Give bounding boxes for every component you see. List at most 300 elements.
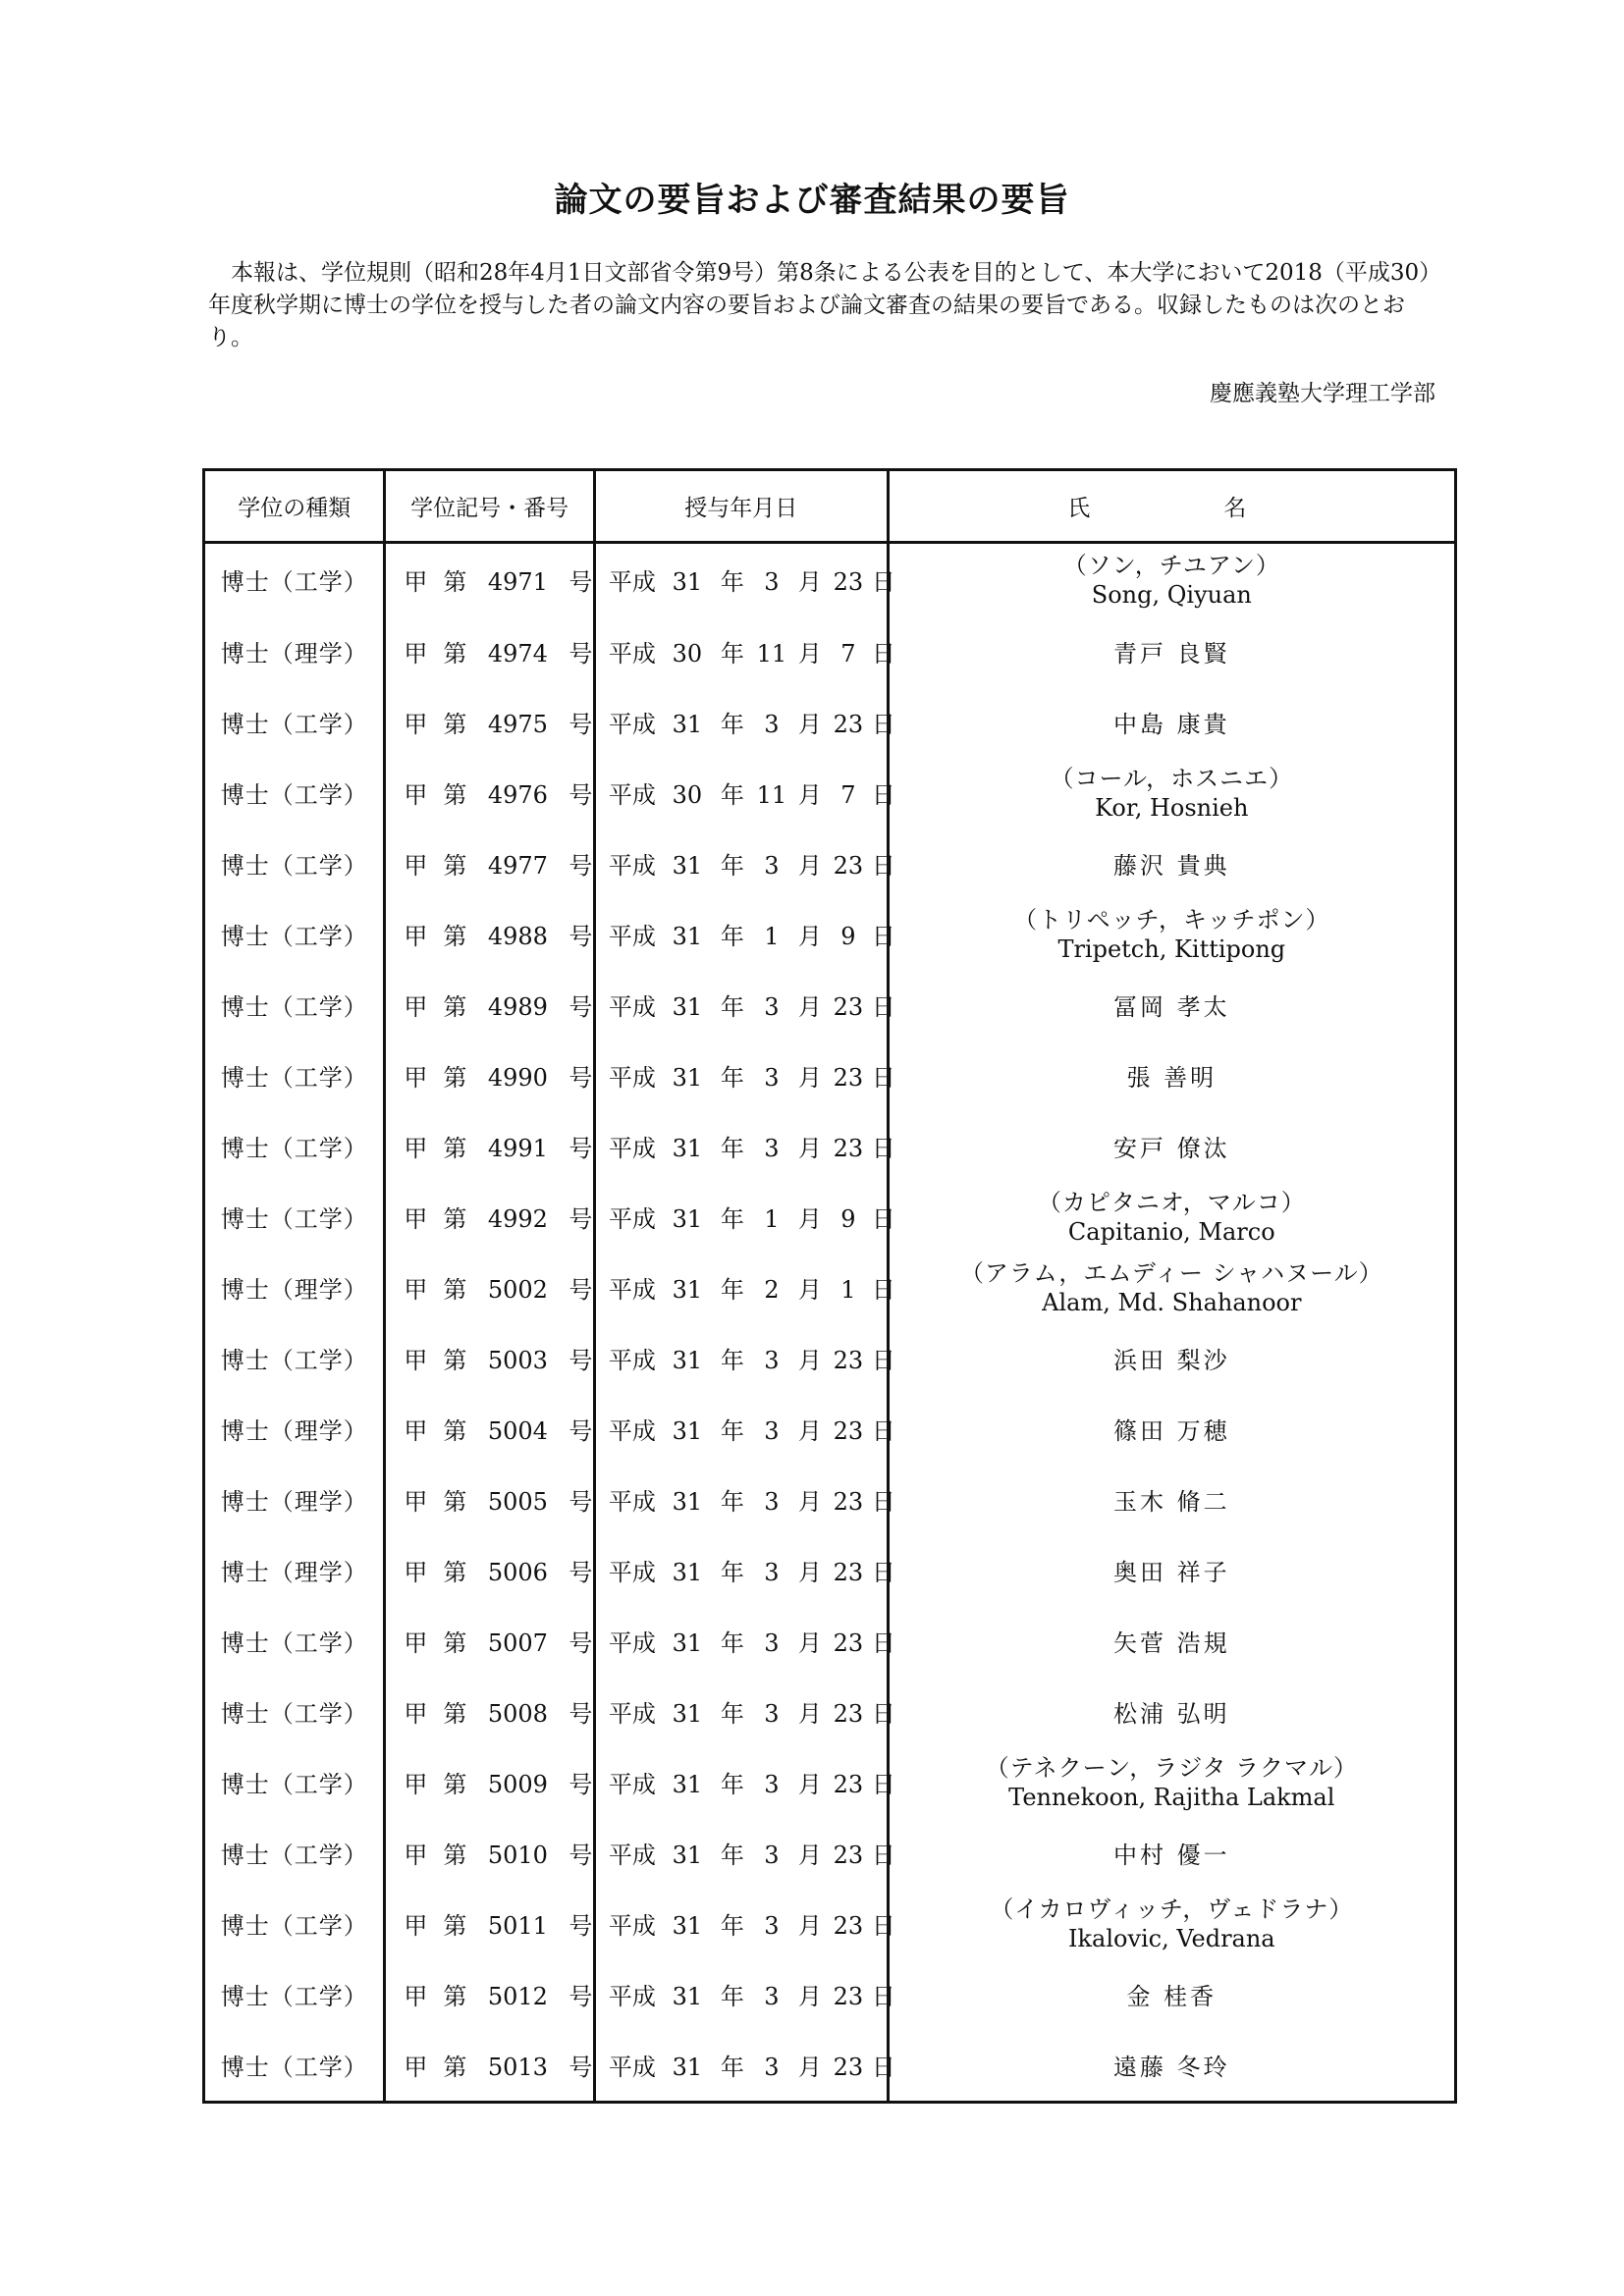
number-prefix-dai: 第 [443, 1983, 467, 2010]
date-month: 3 [764, 1983, 780, 2010]
date-era: 平成 [608, 852, 656, 880]
degree-type-cell: 博士（工学） [220, 1842, 368, 1869]
degree-number: 5003 [487, 1347, 548, 1374]
number-prefix-dai: 第 [443, 1276, 467, 1304]
number-prefix-ko: 甲 [404, 711, 428, 738]
intro-paragraph: 本報は、学位規則（昭和28年4月1日文部省令第9号）第8条による公表を目的として、本大学において2018（平成30）年度秋学期に博士の学位を授与した者の論文内容の要旨および論文審査の結果の要旨である。収録したものは次のとおり。 [208, 260, 1431, 350]
number-prefix-dai: 第 [443, 640, 467, 667]
name-kana: （テネクーン，ラジタ ラクマル） [985, 1753, 1358, 1782]
date-era: 平成 [608, 1842, 656, 1869]
award-date-cell [594, 1535, 895, 1606]
number-suffix-go: 号 [568, 852, 593, 880]
degree-number-cell [385, 616, 595, 687]
date-year: 31 [672, 1983, 703, 2010]
date-year-label: 年 [720, 781, 744, 809]
number-prefix-ko: 甲 [404, 1205, 428, 1233]
number-suffix-go: 号 [568, 2054, 593, 2081]
date-day-label: 日 [871, 1771, 895, 1798]
degree-number: 5005 [487, 1488, 548, 1516]
date-day: 9 [840, 923, 856, 950]
date-year-label: 年 [720, 2054, 744, 2081]
date-month-label: 月 [797, 923, 822, 950]
date-month-label: 月 [797, 1559, 822, 1586]
date-year: 31 [672, 711, 703, 738]
date-month-label: 月 [797, 1842, 822, 1869]
date-day: 23 [833, 1559, 864, 1586]
degree-number: 4990 [487, 1064, 548, 1092]
date-year-label: 年 [720, 993, 744, 1021]
number-prefix-dai: 第 [443, 1135, 467, 1162]
degree-table [202, 468, 1457, 2104]
degree-number-cell [385, 1677, 595, 1747]
name-roman: Capitanio, Marco [1067, 1217, 1275, 1246]
date-day-label: 日 [871, 781, 895, 809]
table-row [204, 2030, 1456, 2103]
name-kanji: 奥田 祥子 [1112, 1559, 1230, 1586]
number-prefix-ko: 甲 [404, 1912, 428, 1940]
number-suffix-go: 号 [568, 1559, 593, 1586]
date-era: 平成 [608, 2054, 656, 2081]
name-kanji: 中島 康貴 [1112, 711, 1230, 738]
date-era: 平成 [608, 1135, 656, 1162]
date-year: 31 [672, 1488, 703, 1516]
date-month-label: 月 [797, 1417, 822, 1445]
date-year-label: 年 [720, 1559, 744, 1586]
date-month-label: 月 [797, 781, 822, 809]
degree-number-cell [385, 970, 595, 1041]
award-date-cell [594, 1182, 895, 1253]
degree-number-cell [385, 1253, 595, 1323]
number-prefix-ko: 甲 [404, 1629, 428, 1657]
date-year-label: 年 [720, 1983, 744, 2010]
date-era: 平成 [608, 1771, 656, 1798]
date-era: 平成 [608, 1417, 656, 1445]
number-prefix-dai: 第 [443, 711, 467, 738]
degree-type-cell: 博士（工学） [220, 1205, 368, 1233]
award-date-cell [594, 543, 895, 616]
date-month: 2 [764, 1276, 780, 1304]
name-cell [888, 1323, 1455, 1394]
degree-number: 4988 [487, 923, 548, 950]
date-month-label: 月 [797, 1700, 822, 1728]
table-row [204, 1959, 1456, 2030]
number-suffix-go: 号 [568, 1064, 593, 1092]
number-prefix-dai: 第 [443, 2054, 467, 2081]
name-cell [888, 970, 1455, 1041]
header-degree-type: 学位の種類 [204, 470, 385, 543]
degree-number-cell [385, 1041, 595, 1111]
name-kana: （カピタニオ，マルコ） [1037, 1188, 1306, 1216]
name-kanji: 青戸 良賢 [1112, 640, 1230, 667]
number-prefix-dai: 第 [443, 1205, 467, 1233]
degree-number-cell [385, 1394, 595, 1465]
award-date-cell [594, 899, 895, 970]
table-row [204, 1111, 1456, 1182]
number-prefix-ko: 甲 [404, 923, 428, 950]
date-era: 平成 [608, 1347, 656, 1374]
page-title: 論文の要旨および審査結果の要旨 [554, 181, 1070, 220]
header-degree-number: 学位記号・番号 [385, 470, 595, 543]
name-kanji: 篠田 万穂 [1112, 1417, 1230, 1445]
number-suffix-go: 号 [568, 1771, 593, 1798]
degree-type-cell: 博士（工学） [220, 781, 368, 809]
award-date-cell [594, 687, 895, 758]
date-month: 3 [764, 852, 780, 880]
date-day: 23 [833, 2054, 864, 2081]
date-year-label: 年 [720, 1205, 744, 1233]
number-prefix-ko: 甲 [404, 1135, 428, 1162]
number-suffix-go: 号 [568, 1488, 593, 1516]
date-month-label: 月 [797, 1205, 822, 1233]
degree-type-cell: 博士（工学） [220, 1983, 368, 2010]
name-kanji: 冨岡 孝太 [1112, 993, 1230, 1021]
number-prefix-dai: 第 [443, 1488, 467, 1516]
date-day-label: 日 [871, 923, 895, 950]
date-month: 11 [756, 781, 787, 809]
table-row [204, 899, 1456, 970]
date-day-label: 日 [871, 1700, 895, 1728]
degree-number: 4975 [487, 711, 548, 738]
degree-number-cell [385, 1535, 595, 1606]
date-day-label: 日 [871, 1276, 895, 1304]
degree-number-cell [385, 758, 595, 828]
date-era: 平成 [608, 1629, 656, 1657]
degree-number-cell [385, 1747, 595, 1818]
date-year: 31 [672, 1629, 703, 1657]
date-year: 31 [672, 1559, 703, 1586]
number-prefix-ko: 甲 [404, 1064, 428, 1092]
number-prefix-dai: 第 [443, 1064, 467, 1092]
number-prefix-ko: 甲 [404, 1417, 428, 1445]
name-kanji: 藤沢 貴典 [1112, 852, 1230, 880]
number-prefix-ko: 甲 [404, 781, 428, 809]
date-month: 3 [764, 1700, 780, 1728]
date-era: 平成 [608, 1559, 656, 1586]
degree-type-cell: 博士（工学） [220, 1347, 368, 1374]
date-year-label: 年 [720, 640, 744, 667]
number-prefix-ko: 甲 [404, 1983, 428, 2010]
date-year-label: 年 [720, 1135, 744, 1162]
number-suffix-go: 号 [568, 993, 593, 1021]
date-year: 30 [672, 640, 703, 667]
award-date-cell [594, 1394, 895, 1465]
date-month: 3 [764, 568, 780, 597]
date-year: 30 [672, 781, 703, 809]
table-header-row [204, 470, 1456, 543]
date-day: 23 [833, 1629, 864, 1657]
date-year-label: 年 [720, 852, 744, 880]
degree-type-cell: 博士（工学） [220, 1064, 368, 1092]
number-prefix-dai: 第 [443, 568, 467, 597]
date-month-label: 月 [797, 1276, 822, 1304]
degree-number-cell [385, 543, 595, 616]
date-year-label: 年 [720, 1842, 744, 1869]
name-cell [888, 687, 1455, 758]
degree-number-cell [385, 1465, 595, 1535]
degree-type-cell: 博士（工学） [220, 993, 368, 1021]
number-prefix-ko: 甲 [404, 1700, 428, 1728]
date-era: 平成 [608, 568, 656, 597]
date-era: 平成 [608, 640, 656, 667]
degree-number-cell [385, 899, 595, 970]
date-day-label: 日 [871, 852, 895, 880]
date-year: 31 [672, 1771, 703, 1798]
date-year: 31 [672, 1135, 703, 1162]
table-row [204, 687, 1456, 758]
degree-number: 5012 [487, 1983, 548, 2010]
date-day-label: 日 [871, 2054, 895, 2081]
publisher-name: 慶應義塾大学理工学部 [1210, 381, 1435, 406]
date-month: 3 [764, 1842, 780, 1869]
award-date-cell [594, 1111, 895, 1182]
name-kanji: 浜田 梨沙 [1112, 1347, 1230, 1374]
number-prefix-ko: 甲 [404, 1276, 428, 1304]
name-kanji: 矢菅 浩規 [1112, 1629, 1230, 1657]
date-month-label: 月 [797, 1771, 822, 1798]
date-month-label: 月 [797, 2054, 822, 2081]
date-era: 平成 [608, 1983, 656, 2010]
number-suffix-go: 号 [568, 1276, 593, 1304]
date-year-label: 年 [720, 923, 744, 950]
degree-number: 4971 [487, 568, 548, 597]
degree-number-cell [385, 1111, 595, 1182]
date-month: 11 [756, 640, 787, 667]
date-month: 3 [764, 1347, 780, 1374]
number-prefix-dai: 第 [443, 1629, 467, 1657]
number-suffix-go: 号 [568, 923, 593, 950]
degree-number: 5009 [487, 1771, 548, 1798]
date-day-label: 日 [871, 1983, 895, 2010]
date-year-label: 年 [720, 1417, 744, 1445]
number-prefix-dai: 第 [443, 1417, 467, 1445]
date-year-label: 年 [720, 1771, 744, 1798]
date-year: 31 [672, 993, 703, 1021]
name-kanji: 張 善明 [1126, 1064, 1218, 1092]
degree-type-cell: 博士（工学） [220, 1912, 368, 1940]
name-cell [888, 1818, 1455, 1889]
date-era: 平成 [608, 1276, 656, 1304]
date-month: 3 [764, 1771, 780, 1798]
degree-number: 5008 [487, 1700, 548, 1728]
table-row [204, 1323, 1456, 1394]
date-month-label: 月 [797, 1912, 822, 1940]
date-month: 3 [764, 1559, 780, 1586]
number-suffix-go: 号 [568, 781, 593, 809]
date-year: 31 [672, 1276, 703, 1304]
number-prefix-dai: 第 [443, 923, 467, 950]
date-month-label: 月 [797, 1064, 822, 1092]
degree-number: 5011 [487, 1912, 548, 1940]
date-day-label: 日 [871, 1559, 895, 1586]
name-kanji: 玉木 脩二 [1112, 1488, 1230, 1516]
date-month-label: 月 [797, 711, 822, 738]
name-kana: （イカロヴィッチ，ヴェドラナ） [990, 1895, 1354, 1923]
date-day-label: 日 [871, 1347, 895, 1374]
degree-number: 5002 [487, 1276, 548, 1304]
number-prefix-ko: 甲 [404, 2054, 428, 2081]
degree-number: 5007 [487, 1629, 548, 1657]
degree-number: 5006 [487, 1559, 548, 1586]
name-cell [888, 1253, 1455, 1323]
date-month: 3 [764, 993, 780, 1021]
degree-number: 5013 [487, 2054, 548, 2081]
date-year: 31 [672, 568, 703, 597]
number-prefix-dai: 第 [443, 1771, 467, 1798]
award-date-cell [594, 1253, 895, 1323]
date-month: 3 [764, 711, 780, 738]
number-prefix-dai: 第 [443, 993, 467, 1021]
date-day-label: 日 [871, 993, 895, 1021]
date-month: 3 [764, 2054, 780, 2081]
date-day: 23 [833, 1064, 864, 1092]
degree-number: 4976 [487, 781, 548, 809]
table-row [204, 1182, 1456, 1253]
degree-type-cell: 博士（工学） [220, 1771, 368, 1798]
date-month-label: 月 [797, 1135, 822, 1162]
number-prefix-ko: 甲 [404, 1347, 428, 1374]
name-kanji: 金 桂香 [1126, 1983, 1218, 2010]
degree-type-cell: 博士（理学） [220, 1276, 368, 1304]
degree-number-cell [385, 1818, 595, 1889]
name-cell [888, 1959, 1455, 2030]
degree-type-cell: 博士（工学） [220, 2054, 368, 2081]
name-kana: （トリペッチ，キッチポン） [1013, 905, 1330, 934]
date-month-label: 月 [797, 1488, 822, 1516]
date-month: 1 [764, 923, 780, 950]
number-suffix-go: 号 [568, 1347, 593, 1374]
name-cell [888, 2030, 1455, 2103]
date-month-label: 月 [797, 1347, 822, 1374]
date-year-label: 年 [720, 568, 744, 597]
date-month-label: 月 [797, 1629, 822, 1657]
header-name: 氏 名 [888, 470, 1455, 543]
date-month-label: 月 [797, 568, 822, 597]
table-row [204, 1465, 1456, 1535]
date-day-label: 日 [871, 1629, 895, 1657]
degree-number: 4991 [487, 1135, 548, 1162]
name-kanji: 安戸 僚汰 [1112, 1135, 1230, 1162]
date-day: 23 [833, 568, 864, 597]
award-date-cell [594, 1818, 895, 1889]
date-era: 平成 [608, 923, 656, 950]
number-suffix-go: 号 [568, 1842, 593, 1869]
award-date-cell [594, 1889, 895, 1959]
name-roman: Kor, Hosnieh [1095, 793, 1249, 822]
date-month-label: 月 [797, 1983, 822, 2010]
degree-number-cell [385, 1182, 595, 1253]
degree-number-cell [385, 828, 595, 899]
name-cell [888, 1606, 1455, 1677]
name-cell [888, 1394, 1455, 1465]
degree-number-cell [385, 1889, 595, 1959]
award-date-cell [594, 1323, 895, 1394]
table-row [204, 1041, 1456, 1111]
number-suffix-go: 号 [568, 711, 593, 738]
degree-type-cell: 博士（理学） [220, 1417, 368, 1445]
date-year: 31 [672, 2054, 703, 2081]
degree-number: 4977 [487, 852, 548, 880]
award-date-cell [594, 758, 895, 828]
number-prefix-dai: 第 [443, 1559, 467, 1586]
number-prefix-ko: 甲 [404, 1842, 428, 1869]
table-row [204, 1394, 1456, 1465]
date-year-label: 年 [720, 1912, 744, 1940]
degree-number: 4992 [487, 1205, 548, 1233]
date-month: 3 [764, 1064, 780, 1092]
date-year: 31 [672, 1347, 703, 1374]
date-year: 31 [672, 852, 703, 880]
date-day-label: 日 [871, 1205, 895, 1233]
date-day: 1 [840, 1276, 856, 1304]
date-day: 23 [833, 1135, 864, 1162]
table-row [204, 1606, 1456, 1677]
date-day: 7 [840, 781, 856, 809]
award-date-cell [594, 1465, 895, 1535]
degree-type-cell: 博士（理学） [220, 640, 368, 667]
name-roman: Alam, Md. Shahanoor [1042, 1288, 1302, 1316]
number-suffix-go: 号 [568, 1700, 593, 1728]
award-date-cell [594, 2030, 895, 2103]
date-day: 23 [833, 1347, 864, 1374]
degree-number-cell [385, 1606, 595, 1677]
degree-number: 4974 [487, 640, 548, 667]
header-award-date: 授与年月日 [594, 470, 888, 543]
name-cell [888, 758, 1455, 828]
date-day: 23 [833, 1700, 864, 1728]
table-row [204, 828, 1456, 899]
name-kana: （コール，ホスニエ） [1050, 764, 1294, 792]
date-month: 3 [764, 1912, 780, 1940]
date-day-label: 日 [871, 1064, 895, 1092]
date-day: 23 [833, 993, 864, 1021]
degree-type-cell: 博士（工学） [220, 923, 368, 950]
date-year-label: 年 [720, 711, 744, 738]
degree-type-cell: 博士（工学） [220, 852, 368, 880]
table-row [204, 543, 1456, 616]
name-cell [888, 1747, 1455, 1818]
date-year: 31 [672, 1912, 703, 1940]
degree-type-cell: 博士（工学） [220, 711, 368, 738]
date-year: 31 [672, 1417, 703, 1445]
number-prefix-dai: 第 [443, 1912, 467, 1940]
award-date-cell [594, 828, 895, 899]
number-prefix-ko: 甲 [404, 568, 428, 597]
date-era: 平成 [608, 1205, 656, 1233]
name-cell [888, 828, 1455, 899]
number-suffix-go: 号 [568, 568, 593, 597]
number-prefix-ko: 甲 [404, 1771, 428, 1798]
date-month: 3 [764, 1488, 780, 1516]
date-month-label: 月 [797, 640, 822, 667]
date-year: 31 [672, 923, 703, 950]
number-suffix-go: 号 [568, 1417, 593, 1445]
date-day-label: 日 [871, 1842, 895, 1869]
name-cell [888, 1041, 1455, 1111]
date-day-label: 日 [871, 568, 895, 597]
date-day: 9 [840, 1205, 856, 1233]
degree-number-cell [385, 1959, 595, 2030]
date-era: 平成 [608, 993, 656, 1021]
number-prefix-dai: 第 [443, 1842, 467, 1869]
table-row [204, 1677, 1456, 1747]
date-year-label: 年 [720, 1629, 744, 1657]
degree-number: 5004 [487, 1417, 548, 1445]
name-kana: （ソン，チユアン） [1062, 551, 1280, 579]
name-roman: Ikalovic, Vedrana [1067, 1924, 1275, 1952]
name-cell [888, 543, 1455, 616]
date-era: 平成 [608, 1064, 656, 1092]
date-day: 7 [840, 640, 856, 667]
